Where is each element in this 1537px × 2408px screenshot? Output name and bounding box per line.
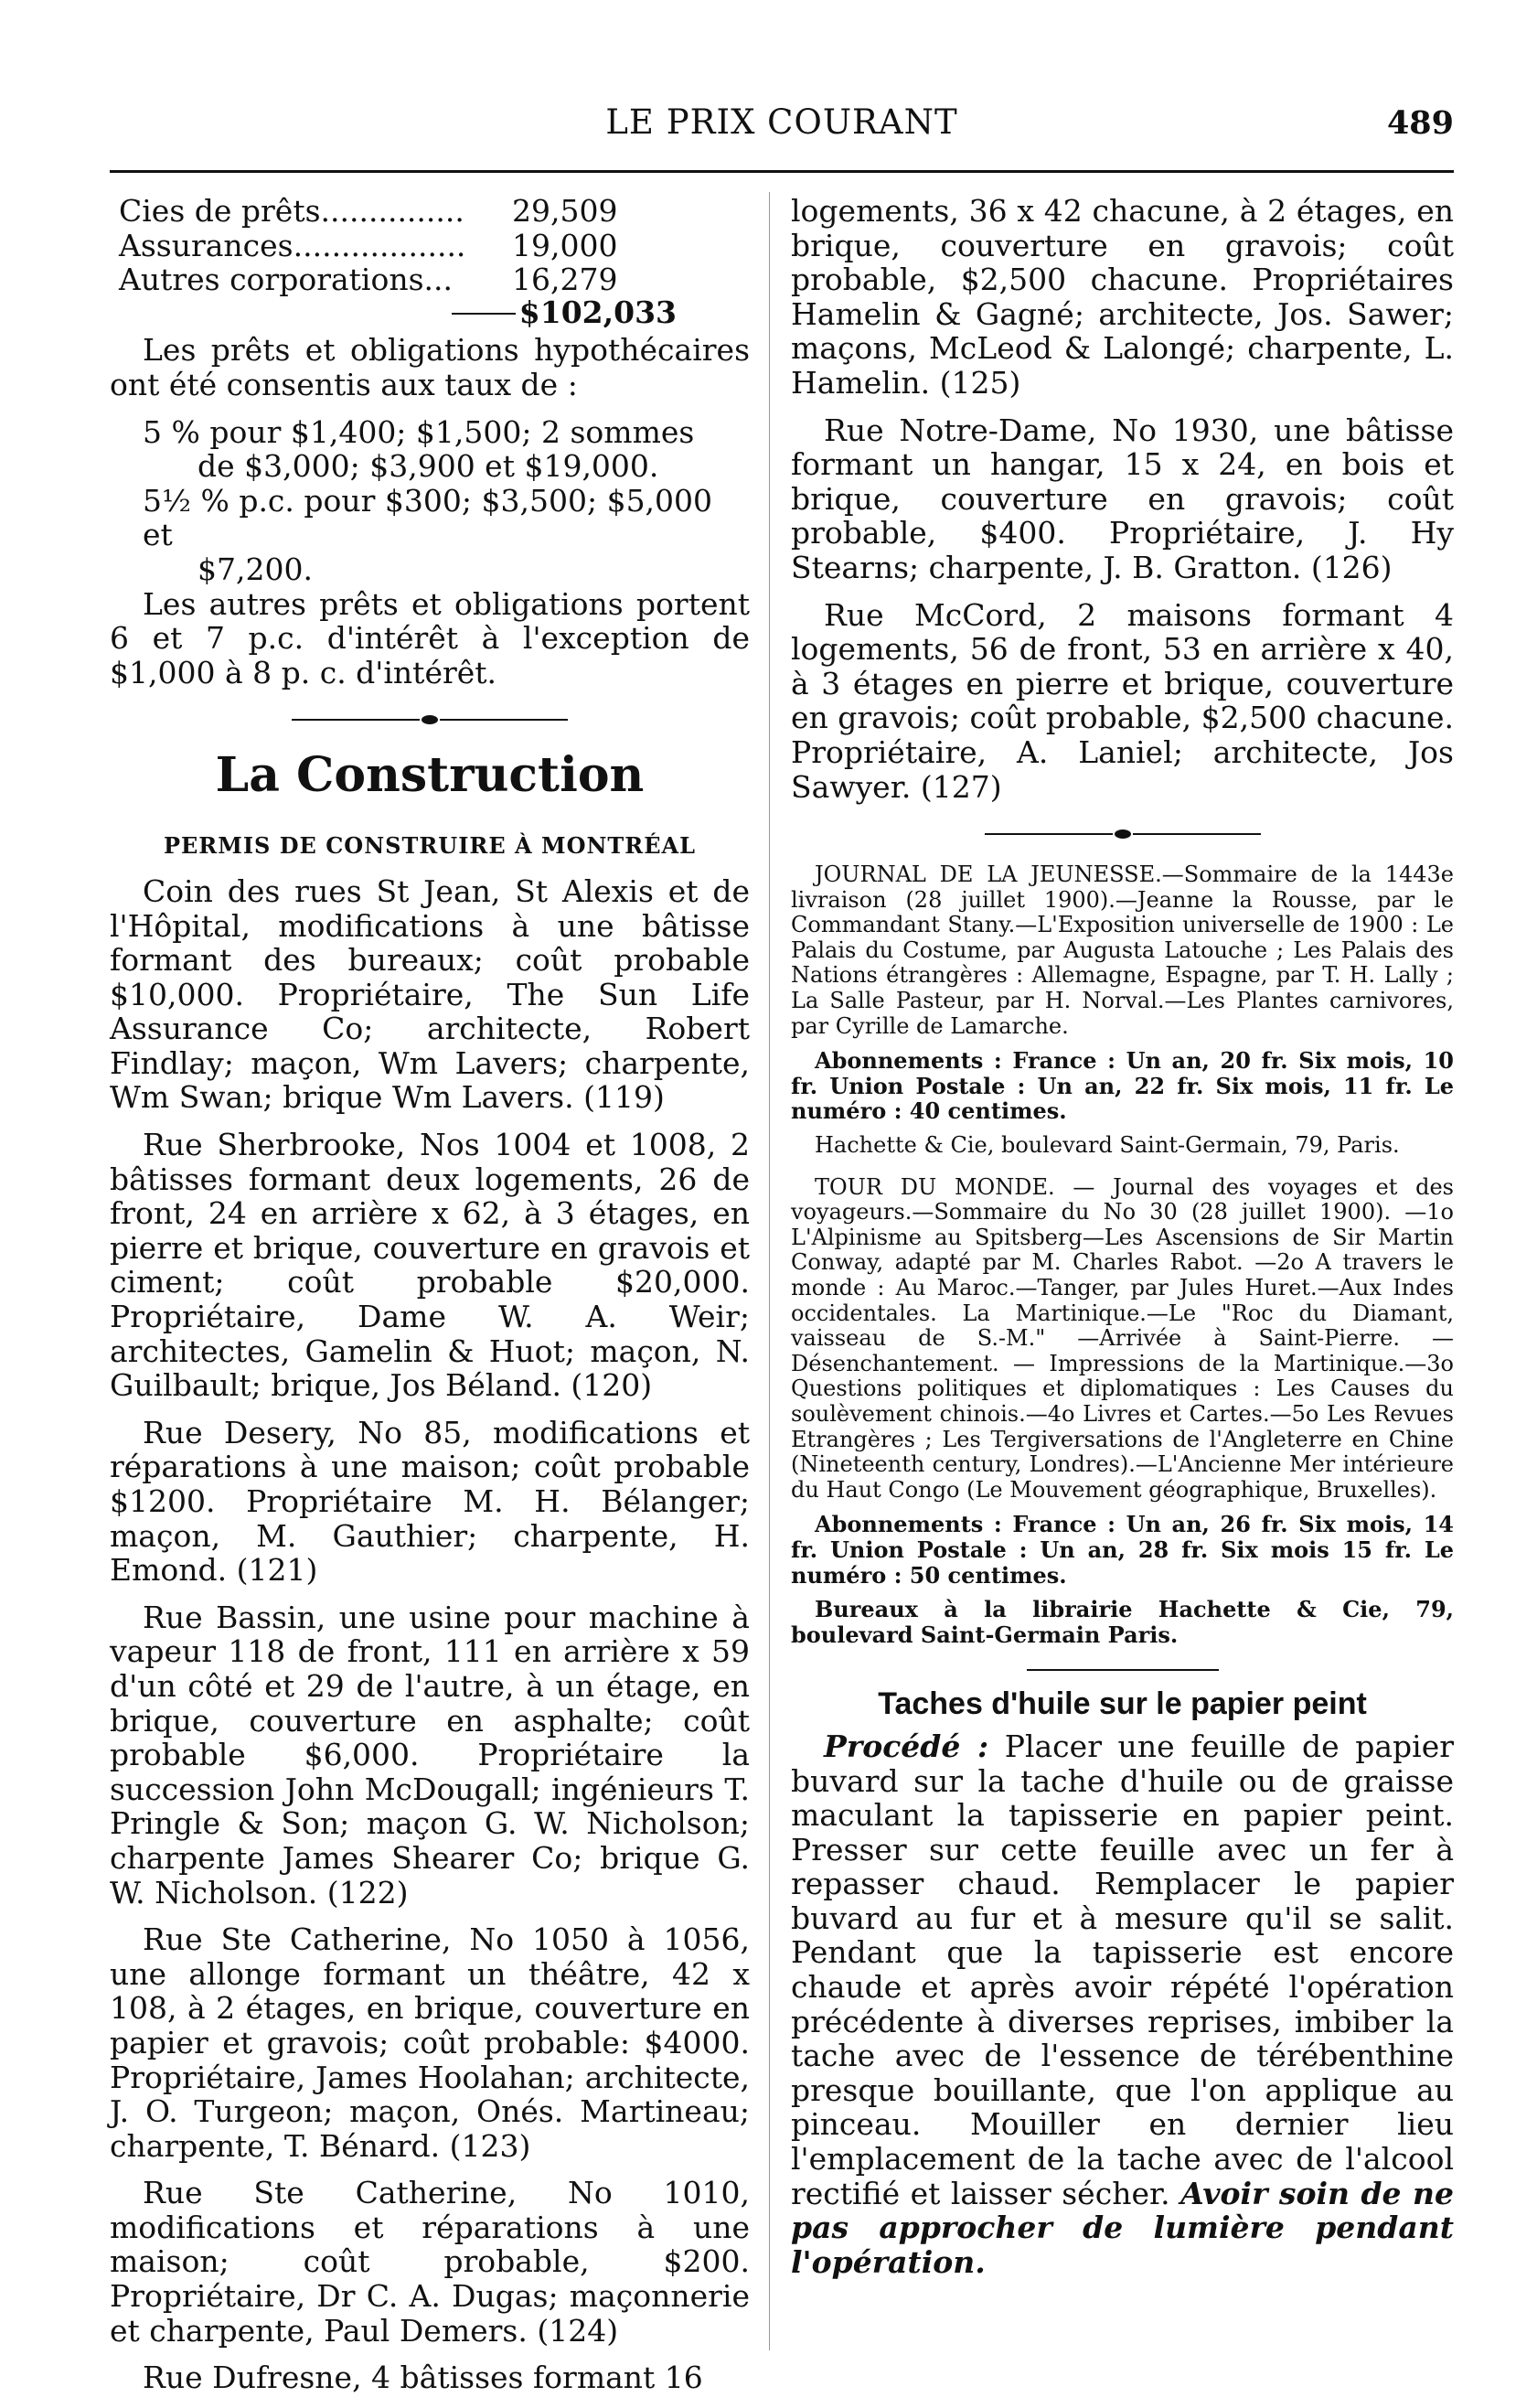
stat-value: 29,509 (512, 193, 618, 229)
procede-note: Avoir soin de ne pas approcher de lumière pendant l'opération. (791, 2175, 1454, 2280)
section-ornament (791, 829, 1454, 839)
permit-entry: Rue McCord, 2 maisons formant 4 logements, 56 de front, 53 en arrière x 40, à 3 étages en pierre et brique, couverture en gravois; coût probable, $2,500 chacune. Propriétaire, A. Laniel; architecte, Jos Sawyer. (127) (791, 596, 1454, 805)
stat-label: Autres corporations... (119, 262, 453, 298)
article-title: Taches d'huile sur le papier peint (878, 1686, 1367, 1722)
permit-entry: Rue Bassin, une usine pour machine à vapeur 118 de front, 111 en arrière x 59 d'un côté et 29 de l'autre, à un étage, en brique, couverture en asphalte; coût probable $6,000. Propriétaire la succession John McDougall; ingénieurs T. Pringle & Son; maçon G. W. Nicholson; charpente James Shearer Co; brique G. W. Nicholson. (122) (110, 1599, 750, 1910)
corporation-stats (119, 194, 750, 329)
permit-entry: Rue Ste Catherine, No 1010, modifications et réparations à une maison; coût probable, $200. Propriétaire, Dr C. A. Dugas; maçonnerie et charpente, Paul Demers. (124) (110, 2175, 750, 2349)
stats-total (119, 295, 677, 330)
left-column (110, 194, 750, 2408)
page-header (110, 102, 1454, 159)
column-divider (769, 192, 770, 2350)
journal-subscriptions: Abonnements : France : Un an, 20 fr. Six mois, 10 fr. Union Postale : Un an, 22 fr. Six mois, 11 fr. Le numéro : 40 centimes. (791, 1047, 1454, 1125)
right-column (791, 194, 1454, 2292)
procede-text: Placer une feuille de papier buvard sur la tache d'huile ou de graisse maculant la tapisserie en papier peint. Presser sur cette feuille avec un fer à repasser chaud. Remplacer le papier buvard au fur et à mesure qu'il se salit. Pendant que la tapisserie est encore chaude et après avoir répété l'opération précédente à diverses reprises, imbiber la tache avec de l'essence de térébenthine presque bouillante, que l'on applique au pinceau. Mouiller en dernier lieu l'emplacement de la tache avec de l'alcool rectifié et laisser sécher. (791, 1728, 1454, 2211)
rate-line: 5 % pour $1,400; $1,500; 2 sommes (143, 413, 695, 450)
header-rule (110, 170, 1454, 173)
procede-paragraph (791, 1729, 1454, 2280)
permit-entry: Rue Sherbrooke, Nos 1004 et 1008, 2 bâtisses formant deux logements, 26 de front, 24 en arrière x 62, à 3 étages, en pierre et brique, couverture en gravois et ciment; coût probable $20,000. Propriétaire, Dame W. A. Weir; architectes, Gamelin & Huot; maçon, N. Guilbault; brique, Jos Béland. (120) (110, 1127, 750, 1404)
permit-entry: Rue Notre-Dame, No 1930, une bâtisse formant un hangar, 15 x 24, en bois et brique, couverture en gravois; coût probable, $400. Propriétaire, J. Hy Stearns; charpente, J. B. Gratton. (126) (791, 412, 1454, 585)
loan-rates (143, 415, 750, 587)
page-number: 489 (1386, 104, 1454, 142)
loans-other: Les autres prêts et obligations portent 6 et 7 p.c. d'intérêt à l'exception de $1,000 à 8 p. c. d'intérêt. (110, 585, 750, 690)
stat-label: Assurances.................. (119, 227, 466, 263)
running-title: LE PRIX COURANT (605, 102, 958, 142)
permit-entry: Rue Desery, No 85, modifications et réparations à une maison; coût probable $1200. Propriétaire M. H. Bélanger; maçon, M. Gauthier; charpente, H. Emond. (121) (110, 1414, 750, 1589)
tour-du-monde-notice (791, 1175, 1454, 1648)
loans-intro: Les prêts et obligations hypothécaires ont été consentis aux taux de : (110, 332, 750, 402)
procede-label: Procédé : (824, 1728, 989, 1764)
tour-summary: TOUR DU MONDE. — Journal des voyages et des voyageurs.—Sommaire du No 30 (28 juillet 1900). —1o L'Alpinisme au Spitsberg—Les Ascensions de Sir Martin Conway, adapté par M. Charles Rabot. —2o A travers le monde : Au Maroc.—Tanger, par Jules Huret.—Aux Indes occidentales. La Martinique.—Le "Roc du Diamant, vaisseau de S.-M." —Arrivée à Saint-Pierre. — Désenchantement. — Impressions de la Martinique.—3o Questions politiques et diplomatiques : Les Causes du soulèvement chinois.—4o Livres et Cartes.—5o Les Revues Etrangères ; Les Tergiversations de l'Angleterre en Chine (Nineteenth century, Londres).—L'Ancienne Mer intérieure du Haut Congo (Le Mouvement géographique, Bruxelles). (791, 1173, 1454, 1503)
tour-publisher: Bureaux à la librairie Hachette & Cie, 79, boulevard Saint-Germain Paris. (791, 1596, 1454, 1648)
stats-total-value: $102,033 (518, 294, 677, 330)
permit-entry: Rue Ste Catherine, No 1050 à 1056, une allonge formant un théâtre, 42 x 108, à 2 étages, en brique, couverture en papier et gravois; coût probable: $4000. Propriétaire, James Hoolahan; architecte, J. O. Turgeon; maçon, Onés. Martineau; charpente, T. Bénard. (123) (110, 1921, 750, 2164)
rate-line: 5½ % p.c. pour $300; $3,500; $5,000 et (143, 482, 713, 553)
stat-row (119, 262, 750, 297)
journal-jeunesse-notice (791, 862, 1454, 1159)
stat-value: 19,000 (512, 227, 618, 263)
stat-value: 16,279 (512, 262, 618, 298)
stat-row (119, 194, 750, 229)
permit-entry: logements, 36 x 42 chacune, à 2 étages, en brique, couverture en gravois; coût probable, $2,500 chacune. Propriétaires Hamelin & Gagné; architecte, Jos. Sawer; maçons, McLeod & Lalongé; charpente, L. Hamelin. (125) (791, 193, 1454, 401)
section-ornament (110, 715, 750, 724)
rate-line: $7,200. (197, 551, 313, 587)
total-rule (452, 313, 516, 330)
rate-line: de $3,000; $3,900 et $19,000. (197, 448, 659, 485)
stat-label: Cies de prêts............... (119, 193, 464, 229)
section-subhead: PERMIS DE CONSTRUIRE À MONTRÉAL (163, 832, 697, 860)
stat-row (119, 229, 750, 263)
permit-entry: Coin des rues St Jean, St Alexis et de l'Hôpital, modifications à une bâtisse formant des bureaux; coût probable $10,000. Propriétaire, The Sun Life Assurance Co; architecte, Robert Findlay; maçon, Wm Lavers; charpente, Wm Swan; brique Wm Lavers. (119) (110, 872, 750, 1116)
article-rule (1027, 1669, 1219, 1671)
section-title: La Construction (215, 747, 645, 804)
journal-publisher: Hachette & Cie, boulevard Saint-Germain, 79, Paris. (815, 1132, 1400, 1159)
tour-subscriptions: Abonnements : France : Un an, 26 fr. Six mois, 14 fr. Union Postale : Un an, 28 fr. Six mois 15 fr. Le numéro : 50 centimes. (791, 1511, 1454, 1589)
permit-entry: Rue Dufresne, 4 bâtisses formant 16 (143, 2360, 703, 2396)
journal-summary: JOURNAL DE LA JEUNESSE.—Sommaire de la 1443e livraison (28 juillet 1900).—Jeanne la Rousse, par le Commandant Stany.—L'Exposition universelle de 1900 : Le Palais du Costume, par Augusta Latouche ; Les Palais des Nations étrangères : Allemagne, Espagne, par T. H. Lally ; La Salle Pasteur, par H. Norval.—Les Plantes carnivores, par Cyrille de Lamarche. (791, 862, 1454, 1039)
